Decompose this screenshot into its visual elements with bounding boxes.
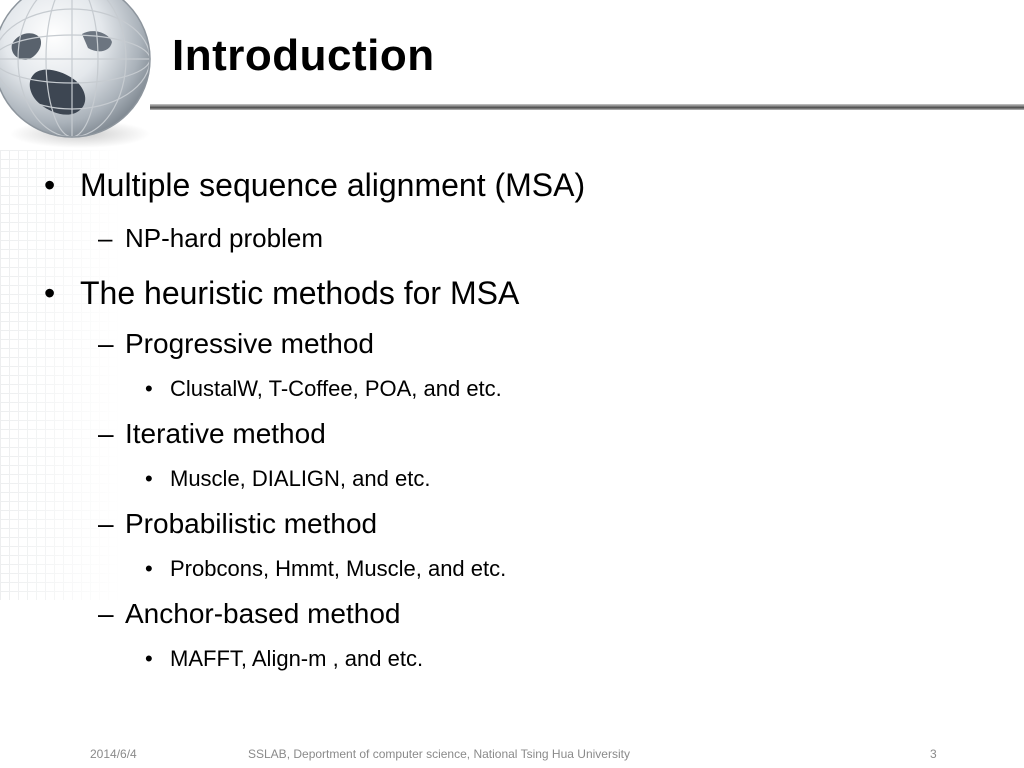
sub-sub-bullet-text: MAFFT, Align-m , and etc. (170, 646, 424, 671)
dash-marker: – (98, 223, 113, 253)
bullet-marker: • (145, 466, 153, 491)
slide-title: Introduction (172, 31, 435, 80)
sub-bullet-text: Probabilistic method (125, 508, 378, 539)
sub-sub-bullet-text: ClustalW, T-Coffee, POA, and etc. (170, 376, 502, 401)
footer-text: SSLAB, Deportment of computer science, National Tsing Hua University (248, 747, 630, 761)
sub-bullet-item (98, 327, 374, 361)
dash-marker: – (98, 508, 114, 539)
sub-sub-bullet-text: Muscle, DIALIGN, and etc. (170, 466, 431, 491)
sub-bullet-item (98, 597, 401, 631)
sub-bullet-item (98, 417, 326, 451)
dash-marker: – (98, 328, 114, 359)
sub-sub-bullet-text: Probcons, Hmmt, Muscle, and etc. (170, 556, 507, 581)
sub-sub-bullet-item (145, 645, 423, 673)
bullet-marker: • (145, 646, 153, 671)
sub-bullet-text: NP-hard problem (125, 223, 323, 253)
bullet-marker: • (44, 275, 56, 311)
title-divider (150, 104, 1024, 110)
sub-bullet-text: Progressive method (125, 328, 375, 359)
bullet-marker: • (145, 556, 153, 581)
globe-icon (0, 0, 162, 154)
bullet-text: The heuristic methods for MSA (80, 275, 520, 311)
bullet-text: Multiple sequence alignment (MSA) (80, 167, 586, 203)
sub-bullet-text: Anchor-based method (125, 598, 401, 629)
bullet-marker: • (44, 167, 56, 203)
sub-sub-bullet-item (145, 465, 430, 493)
sub-bullet-text: Iterative method (125, 418, 326, 449)
dash-marker: – (98, 418, 114, 449)
bullet-marker: • (145, 376, 153, 401)
sub-sub-bullet-item (145, 375, 502, 403)
footer-date: 2014/6/4 (90, 747, 137, 761)
bullet-item (44, 273, 519, 313)
dash-marker: – (98, 598, 114, 629)
bullet-item (44, 165, 585, 205)
page-number: 3 (930, 747, 937, 761)
sub-bullet-item (98, 221, 323, 255)
sub-bullet-item (98, 507, 377, 541)
sub-sub-bullet-item (145, 555, 506, 583)
